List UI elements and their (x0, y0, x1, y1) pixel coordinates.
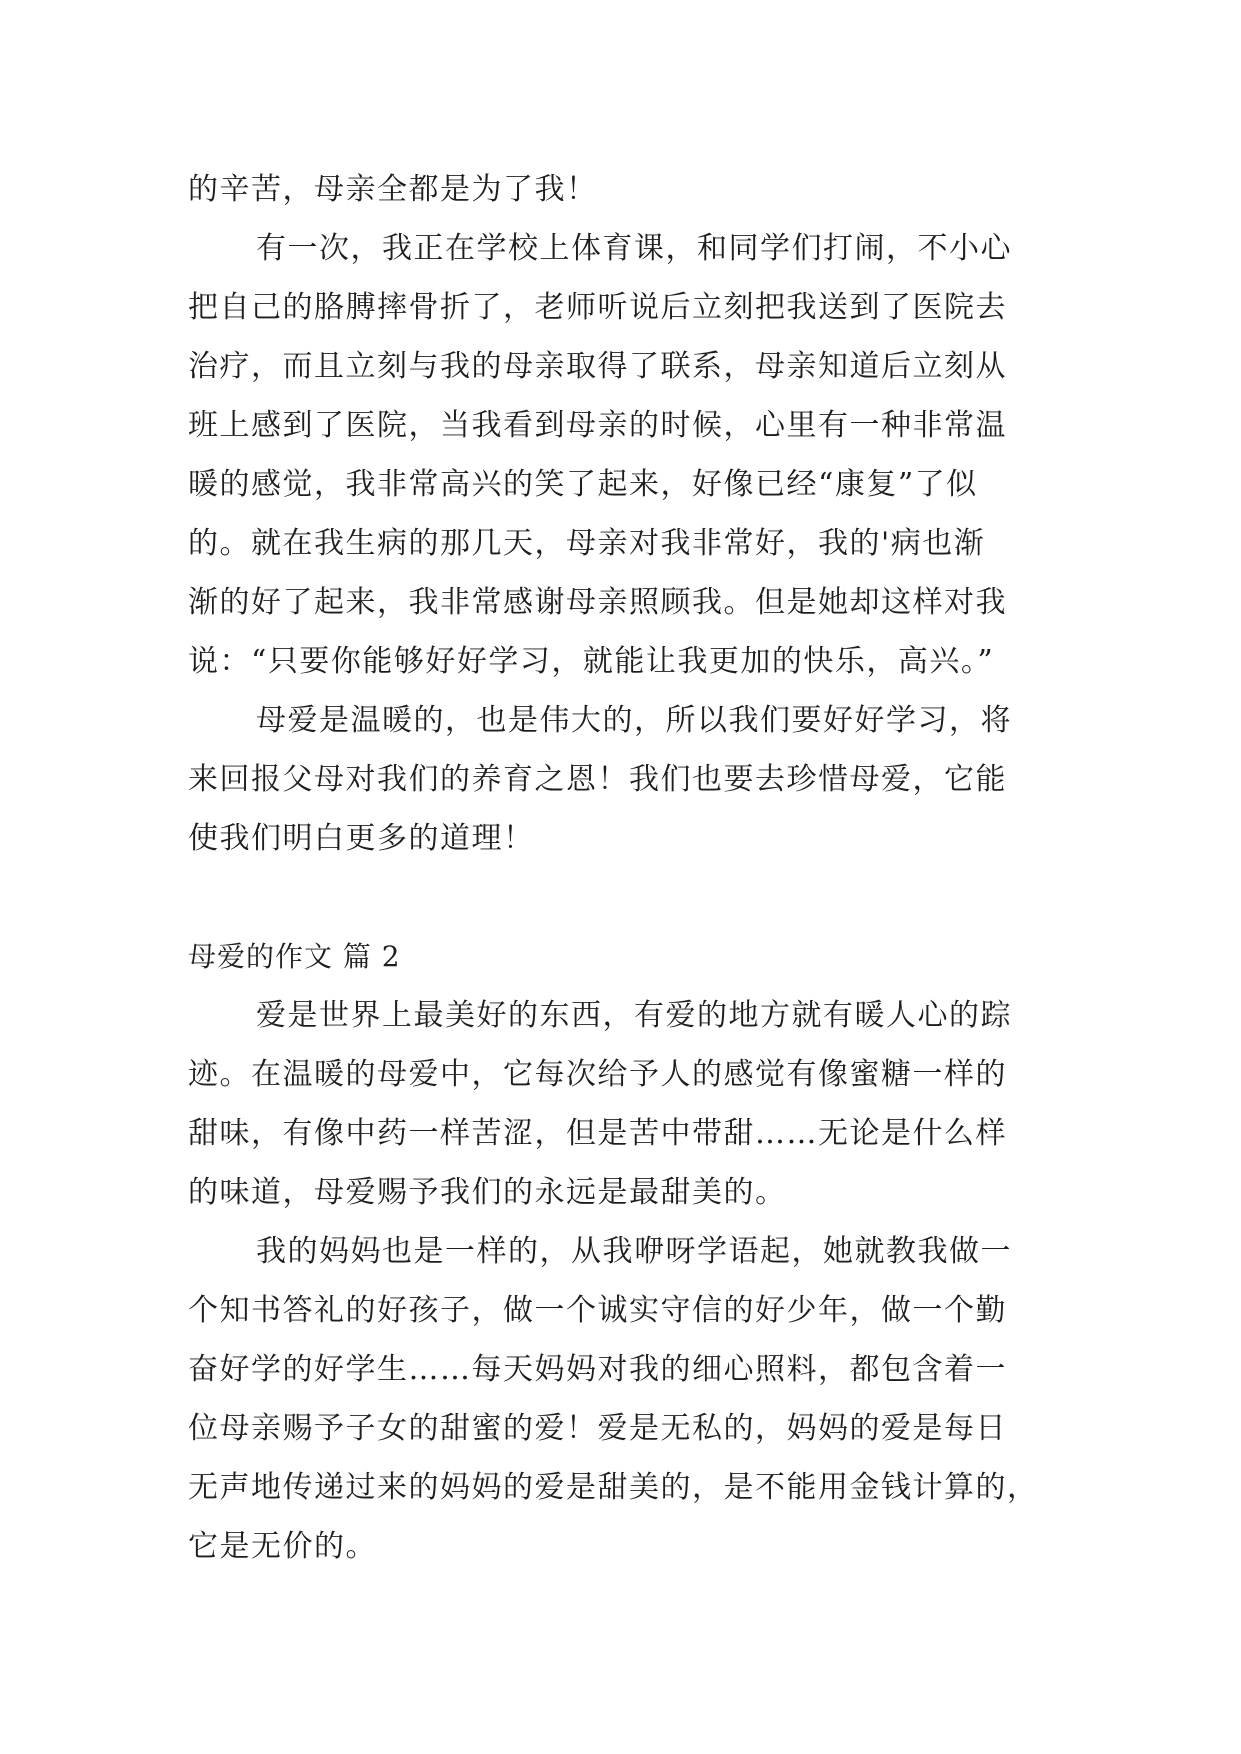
section-heading: 母爱的作文 篇 2 (188, 940, 401, 973)
text-line: 把自己的胳膊摔骨折了，老师听说后立刻把我送到了医院去 (188, 290, 1007, 325)
text-line: 暖的感觉，我非常高兴的笑了起来，好像已经“康复”了似 (188, 467, 978, 502)
text-line: 的辛苦，母亲全都是为了我！ (188, 172, 598, 207)
text-line: 无声地传递过来的妈妈的爱是甜美的，是不能用金钱计算的， (188, 1470, 1039, 1505)
text-line: 治疗，而且立刻与我的母亲取得了联系，母亲知道后立刻从 (188, 349, 1007, 384)
section-spacer (188, 868, 1068, 927)
text-line: 班上感到了医院，当我看到母亲的时候，心里有一种非常温 (188, 408, 1007, 443)
text-line: 的味道，母爱赐予我们的永远是最甜美的。 (188, 1175, 787, 1210)
paragraph-start-line: 爱是世界上最美好的东西，有爱的地方就有暖人心的踪 (256, 998, 1012, 1033)
paragraph-start-line: 母爱是温暖的，也是伟大的，所以我们要好好学习，将 (256, 703, 1012, 738)
text-line: 它是无价的。 (188, 1529, 377, 1564)
essay-section-1 (188, 160, 1068, 868)
text-line: 说：“只要你能够好好学习，就能让我更加的快乐，高兴。” (188, 644, 995, 679)
text-line: 的。就在我生病的那几天，母亲对我非常好，我的'病也渐 (188, 526, 986, 561)
essay-section-2 (188, 927, 1068, 1576)
text-line: 来回报父母对我们的养育之恩！我们也要去珍惜母爱，它能 (188, 762, 1007, 797)
text-line: 个知书答礼的好孩子，做一个诚实守信的好少年，做一个勤 (188, 1293, 1007, 1328)
text-line: 甜味，有像中药一样苦涩，但是苦中带甜……无论是什么样 (188, 1116, 1007, 1151)
paragraph-start-line: 我的妈妈也是一样的，从我咿呀学语起，她就教我做一 (256, 1234, 1012, 1269)
text-line: 奋好学的好学生……每天妈妈对我的细心照料，都包含着一 (188, 1352, 1007, 1387)
document-body (188, 160, 1068, 1576)
text-line: 使我们明白更多的道理！ (188, 821, 535, 856)
text-line: 渐的好了起来，我非常感谢母亲照顾我。但是她却这样对我 (188, 585, 1007, 620)
paragraph-start-line: 有一次，我正在学校上体育课，和同学们打闹，不小心 (256, 231, 1012, 266)
text-line: 位母亲赐予子女的甜蜜的爱！爱是无私的，妈妈的爱是每日 (188, 1411, 1007, 1446)
text-line: 迹。在温暖的母爱中，它每次给予人的感觉有像蜜糖一样的 (188, 1057, 1007, 1092)
